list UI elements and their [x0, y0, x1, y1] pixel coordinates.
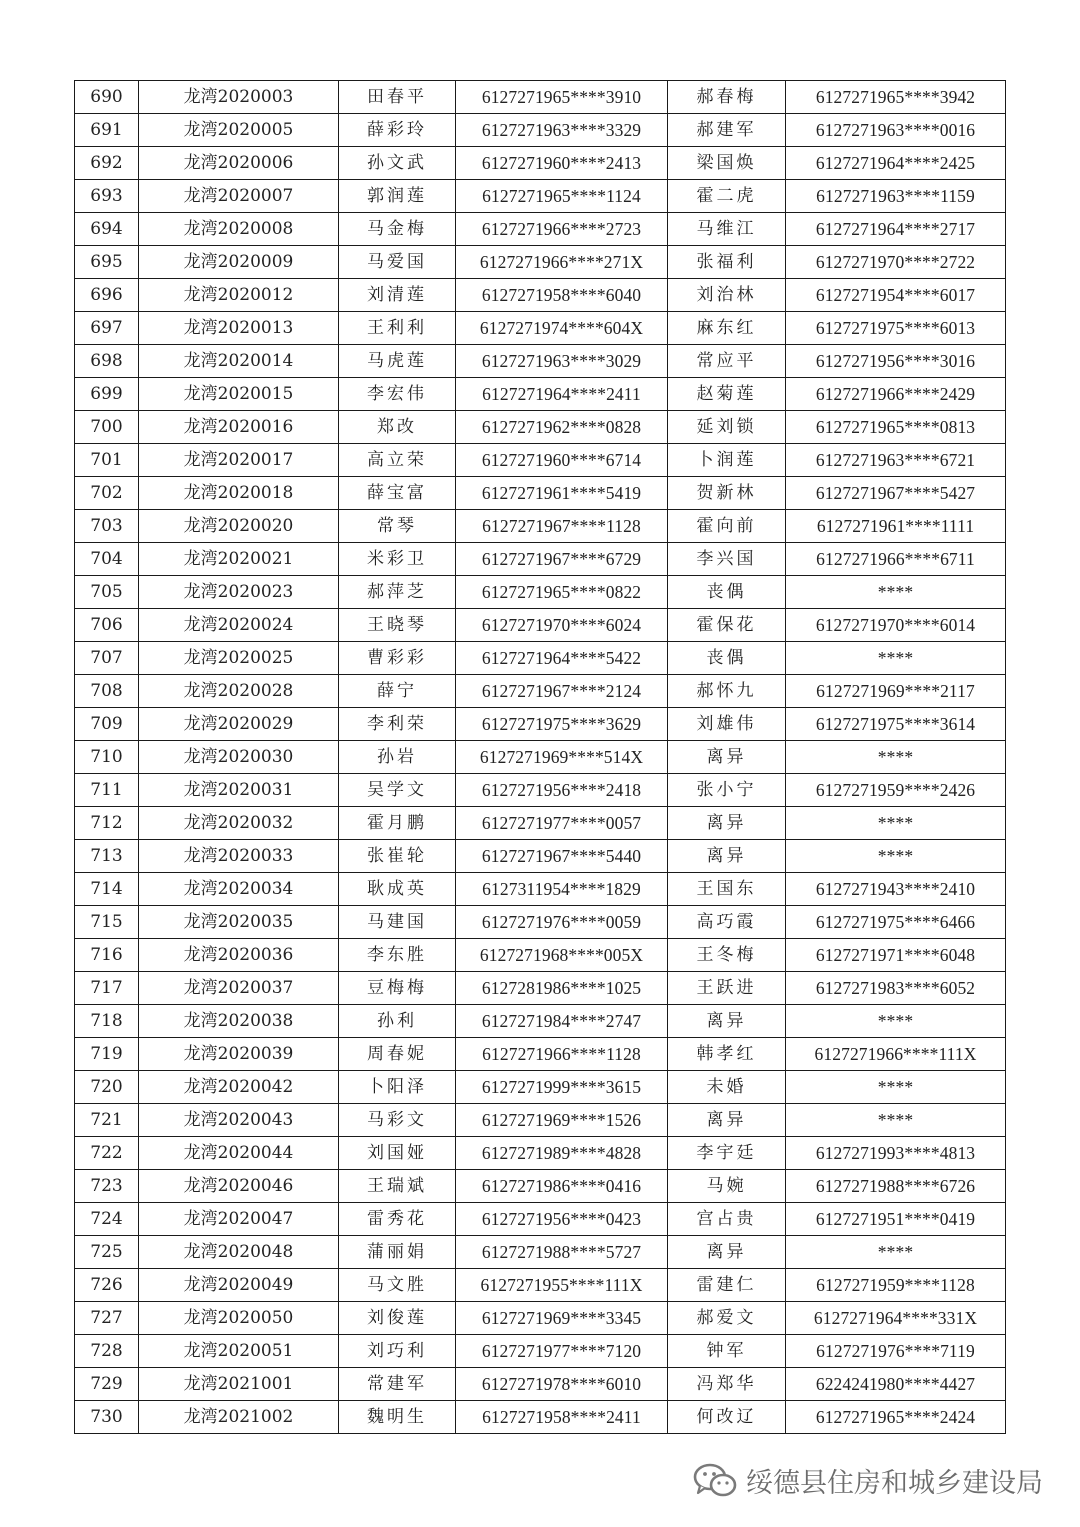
row-number-cell: 716 [75, 939, 139, 972]
record-id-cell: 龙湾2020014 [139, 345, 339, 378]
row-number-cell: 710 [75, 741, 139, 774]
applicant-name-cell: 田春平 [339, 81, 456, 114]
applicant-id-cell: 6127271961****5419 [456, 477, 668, 510]
applicant-name-cell: 王瑞斌 [339, 1170, 456, 1203]
row-number-cell: 706 [75, 609, 139, 642]
table-row [75, 411, 1006, 444]
spouse-id-cell: 6127271966****6711 [786, 543, 1006, 576]
spouse-id-cell: **** [786, 807, 1006, 840]
applicant-id-cell: 6127271984****2747 [456, 1005, 668, 1038]
applicant-id-cell: 6127271963****3329 [456, 114, 668, 147]
record-id-cell: 龙湾2020034 [139, 873, 339, 906]
spouse-name-cell: 霍保花 [668, 609, 786, 642]
spouse-name-cell: 王国东 [668, 873, 786, 906]
applicant-id-cell: 6127271977****7120 [456, 1335, 668, 1368]
spouse-name-cell: 李宇廷 [668, 1137, 786, 1170]
row-number-cell: 715 [75, 906, 139, 939]
record-id-cell: 龙湾2020049 [139, 1269, 339, 1302]
spouse-name-cell: 贺新林 [668, 477, 786, 510]
row-number-cell: 723 [75, 1170, 139, 1203]
spouse-name-cell: 郝建军 [668, 114, 786, 147]
table-row [75, 1038, 1006, 1071]
applicant-name-cell: 李东胜 [339, 939, 456, 972]
applicant-name-cell: 刘国娅 [339, 1137, 456, 1170]
spouse-id-cell: 6127271970****6014 [786, 609, 1006, 642]
row-number-cell: 701 [75, 444, 139, 477]
row-number-cell: 713 [75, 840, 139, 873]
spouse-name-cell: 马维江 [668, 213, 786, 246]
table-row [75, 675, 1006, 708]
spouse-id-cell: 6127271964****2717 [786, 213, 1006, 246]
record-id-cell: 龙湾2020005 [139, 114, 339, 147]
applicant-name-cell: 曹彩彩 [339, 642, 456, 675]
row-number-cell: 729 [75, 1368, 139, 1401]
applicant-id-cell: 6127271999****3615 [456, 1071, 668, 1104]
applicant-id-cell: 6127271966****271X [456, 246, 668, 279]
applicant-id-cell: 6127271966****2723 [456, 213, 668, 246]
spouse-id-cell: 6127271970****2722 [786, 246, 1006, 279]
table-row [75, 840, 1006, 873]
spouse-name-cell: 钟军 [668, 1335, 786, 1368]
applicant-id-cell: 6127271977****0057 [456, 807, 668, 840]
applicant-name-cell: 周春妮 [339, 1038, 456, 1071]
applicant-id-cell: 6127311954****1829 [456, 873, 668, 906]
table-row [75, 1071, 1006, 1104]
table-row [75, 1137, 1006, 1170]
table-row [75, 1302, 1006, 1335]
applicant-name-cell: 孙文武 [339, 147, 456, 180]
watermark [690, 1460, 1060, 1500]
record-id-cell: 龙湾2020025 [139, 642, 339, 675]
spouse-id-cell: **** [786, 840, 1006, 873]
record-id-cell: 龙湾2020017 [139, 444, 339, 477]
spouse-name-cell: 王跃进 [668, 972, 786, 1005]
applicant-id-cell: 6127271968****005X [456, 939, 668, 972]
table-row [75, 147, 1006, 180]
record-id-cell: 龙湾2020015 [139, 378, 339, 411]
applicant-id-cell: 6127271969****1526 [456, 1104, 668, 1137]
spouse-id-cell: **** [786, 1005, 1006, 1038]
table-row [75, 1401, 1006, 1434]
applicant-id-cell: 6127271964****5422 [456, 642, 668, 675]
spouse-name-cell: 张小宁 [668, 774, 786, 807]
applicant-name-cell: 孙利 [339, 1005, 456, 1038]
applicant-id-cell: 6127271970****6024 [456, 609, 668, 642]
row-number-cell: 695 [75, 246, 139, 279]
applicant-id-cell: 6127271956****0423 [456, 1203, 668, 1236]
spouse-id-cell: 6127271975****6013 [786, 312, 1006, 345]
spouse-id-cell: 6127271983****6052 [786, 972, 1006, 1005]
record-id-cell: 龙湾2020037 [139, 972, 339, 1005]
row-number-cell: 730 [75, 1401, 139, 1434]
applicant-name-cell: 郝萍芝 [339, 576, 456, 609]
spouse-id-cell: 6127271993****4813 [786, 1137, 1006, 1170]
applicant-id-cell: 6127271965****0822 [456, 576, 668, 609]
row-number-cell: 693 [75, 180, 139, 213]
record-id-cell: 龙湾2020031 [139, 774, 339, 807]
spouse-id-cell: 6127271943****2410 [786, 873, 1006, 906]
row-number-cell: 726 [75, 1269, 139, 1302]
applicant-name-cell: 李利荣 [339, 708, 456, 741]
applicant-name-cell: 刘清莲 [339, 279, 456, 312]
row-number-cell: 697 [75, 312, 139, 345]
applicant-id-cell: 6127271967****5440 [456, 840, 668, 873]
applicant-id-cell: 6127271958****6040 [456, 279, 668, 312]
spouse-id-cell: **** [786, 741, 1006, 774]
table-row [75, 774, 1006, 807]
applicant-id-cell: 6127271989****4828 [456, 1137, 668, 1170]
record-id-cell: 龙湾2020009 [139, 246, 339, 279]
applicant-id-cell: 6127271967****1128 [456, 510, 668, 543]
record-id-cell: 龙湾2021001 [139, 1368, 339, 1401]
spouse-id-cell: 6127271976****7119 [786, 1335, 1006, 1368]
applicant-name-cell: 王晓琴 [339, 609, 456, 642]
record-id-cell: 龙湾2020035 [139, 906, 339, 939]
spouse-name-cell: 冯郑华 [668, 1368, 786, 1401]
record-id-cell: 龙湾2020047 [139, 1203, 339, 1236]
applicant-name-cell: 马爱国 [339, 246, 456, 279]
applicant-id-cell: 6127271962****0828 [456, 411, 668, 444]
spouse-id-cell: **** [786, 1071, 1006, 1104]
table-row [75, 114, 1006, 147]
table-row [75, 576, 1006, 609]
spouse-name-cell: 王冬梅 [668, 939, 786, 972]
spouse-name-cell: 郝爱文 [668, 1302, 786, 1335]
record-id-cell: 龙湾2020020 [139, 510, 339, 543]
spouse-id-cell: 6127271966****2429 [786, 378, 1006, 411]
applicant-name-cell: 霍月鹏 [339, 807, 456, 840]
applicant-id-cell: 6127281986****1025 [456, 972, 668, 1005]
spouse-name-cell: 离异 [668, 741, 786, 774]
applicant-name-cell: 魏明生 [339, 1401, 456, 1434]
row-number-cell: 725 [75, 1236, 139, 1269]
applicant-name-cell: 薛宝富 [339, 477, 456, 510]
spouse-name-cell: 何改辽 [668, 1401, 786, 1434]
spouse-name-cell: 离异 [668, 1005, 786, 1038]
record-id-cell: 龙湾2020008 [139, 213, 339, 246]
applicant-name-cell: 常琴 [339, 510, 456, 543]
applicant-name-cell: 马金梅 [339, 213, 456, 246]
spouse-id-cell: 6127271965****3942 [786, 81, 1006, 114]
row-number-cell: 699 [75, 378, 139, 411]
spouse-name-cell: 离异 [668, 840, 786, 873]
applicant-id-cell: 6127271960****2413 [456, 147, 668, 180]
spouse-name-cell: 宫占贵 [668, 1203, 786, 1236]
spouse-id-cell: 6127271951****0419 [786, 1203, 1006, 1236]
spouse-id-cell: **** [786, 576, 1006, 609]
spouse-name-cell: 离异 [668, 1104, 786, 1137]
applicant-id-cell: 6127271969****3345 [456, 1302, 668, 1335]
spouse-id-cell: 6127271961****1111 [786, 510, 1006, 543]
row-number-cell: 722 [75, 1137, 139, 1170]
household-table-body [75, 81, 1006, 1434]
applicant-id-cell: 6127271955****111X [456, 1269, 668, 1302]
row-number-cell: 719 [75, 1038, 139, 1071]
row-number-cell: 728 [75, 1335, 139, 1368]
table-row [75, 1236, 1006, 1269]
spouse-name-cell: 高巧霞 [668, 906, 786, 939]
row-number-cell: 691 [75, 114, 139, 147]
spouse-name-cell: 郝春梅 [668, 81, 786, 114]
table-row [75, 81, 1006, 114]
applicant-id-cell: 6127271958****2411 [456, 1401, 668, 1434]
applicant-id-cell: 6127271965****1124 [456, 180, 668, 213]
record-id-cell: 龙湾2020013 [139, 312, 339, 345]
applicant-name-cell: 米彩卫 [339, 543, 456, 576]
spouse-name-cell: 雷建仁 [668, 1269, 786, 1302]
row-number-cell: 708 [75, 675, 139, 708]
spouse-id-cell: 6127271956****3016 [786, 345, 1006, 378]
applicant-name-cell: 刘巧利 [339, 1335, 456, 1368]
spouse-name-cell: 刘治林 [668, 279, 786, 312]
table-row [75, 939, 1006, 972]
spouse-name-cell: 常应平 [668, 345, 786, 378]
applicant-id-cell: 6127271986****0416 [456, 1170, 668, 1203]
record-id-cell: 龙湾2020023 [139, 576, 339, 609]
row-number-cell: 707 [75, 642, 139, 675]
spouse-name-cell: 马婉 [668, 1170, 786, 1203]
applicant-name-cell: 常建军 [339, 1368, 456, 1401]
spouse-name-cell: 郝怀九 [668, 675, 786, 708]
spouse-name-cell: 李兴国 [668, 543, 786, 576]
spouse-id-cell: 6127271963****6721 [786, 444, 1006, 477]
row-number-cell: 712 [75, 807, 139, 840]
row-number-cell: 694 [75, 213, 139, 246]
row-number-cell: 709 [75, 708, 139, 741]
table-row [75, 180, 1006, 213]
table-row [75, 312, 1006, 345]
record-id-cell: 龙湾2020016 [139, 411, 339, 444]
record-id-cell: 龙湾2020006 [139, 147, 339, 180]
spouse-id-cell: 6127271965****0813 [786, 411, 1006, 444]
record-id-cell: 龙湾2020030 [139, 741, 339, 774]
row-number-cell: 702 [75, 477, 139, 510]
spouse-id-cell: 6127271963****1159 [786, 180, 1006, 213]
table-row [75, 477, 1006, 510]
applicant-name-cell: 马建国 [339, 906, 456, 939]
table-row [75, 906, 1006, 939]
wechat-icon [690, 1460, 742, 1500]
row-number-cell: 690 [75, 81, 139, 114]
record-id-cell: 龙湾2020036 [139, 939, 339, 972]
applicant-id-cell: 6127271976****0059 [456, 906, 668, 939]
applicant-name-cell: 马文胜 [339, 1269, 456, 1302]
row-number-cell: 727 [75, 1302, 139, 1335]
applicant-name-cell: 雷秀花 [339, 1203, 456, 1236]
applicant-id-cell: 6127271967****2124 [456, 675, 668, 708]
applicant-id-cell: 6127271960****6714 [456, 444, 668, 477]
table-row [75, 807, 1006, 840]
record-id-cell: 龙湾2020029 [139, 708, 339, 741]
record-id-cell: 龙湾2020050 [139, 1302, 339, 1335]
applicant-id-cell: 6127271975****3629 [456, 708, 668, 741]
applicant-name-cell: 孙岩 [339, 741, 456, 774]
spouse-name-cell: 韩孝红 [668, 1038, 786, 1071]
record-id-cell: 龙湾2020039 [139, 1038, 339, 1071]
table-row [75, 279, 1006, 312]
applicant-id-cell: 6127271966****1128 [456, 1038, 668, 1071]
spouse-name-cell: 麻东红 [668, 312, 786, 345]
spouse-name-cell: 离异 [668, 807, 786, 840]
spouse-id-cell: **** [786, 1104, 1006, 1137]
row-number-cell: 692 [75, 147, 139, 180]
record-id-cell: 龙湾2021002 [139, 1401, 339, 1434]
applicant-id-cell: 6127271965****3910 [456, 81, 668, 114]
applicant-id-cell: 6127271969****514X [456, 741, 668, 774]
spouse-id-cell: 6127271965****2424 [786, 1401, 1006, 1434]
row-number-cell: 705 [75, 576, 139, 609]
applicant-name-cell: 王利利 [339, 312, 456, 345]
table-row [75, 1104, 1006, 1137]
table-row [75, 642, 1006, 675]
applicant-name-cell: 吴学文 [339, 774, 456, 807]
applicant-id-cell: 6127271963****3029 [456, 345, 668, 378]
record-id-cell: 龙湾2020048 [139, 1236, 339, 1269]
household-table [74, 80, 1006, 1434]
row-number-cell: 718 [75, 1005, 139, 1038]
watermark-text: 绥德县住房和城乡建设局 [746, 1467, 1043, 1499]
spouse-id-cell: 6127271954****6017 [786, 279, 1006, 312]
applicant-name-cell: 薛宁 [339, 675, 456, 708]
record-id-cell: 龙湾2020043 [139, 1104, 339, 1137]
record-id-cell: 龙湾2020012 [139, 279, 339, 312]
spouse-id-cell: 6127271959****2426 [786, 774, 1006, 807]
spouse-name-cell: 离异 [668, 1236, 786, 1269]
table-row [75, 1335, 1006, 1368]
applicant-id-cell: 6127271956****2418 [456, 774, 668, 807]
applicant-id-cell: 6127271967****6729 [456, 543, 668, 576]
spouse-name-cell: 延刘锁 [668, 411, 786, 444]
row-number-cell: 724 [75, 1203, 139, 1236]
table-row [75, 1269, 1006, 1302]
row-number-cell: 704 [75, 543, 139, 576]
row-number-cell: 717 [75, 972, 139, 1005]
table-row [75, 543, 1006, 576]
spouse-id-cell: **** [786, 642, 1006, 675]
record-id-cell: 龙湾2020007 [139, 180, 339, 213]
table-row [75, 213, 1006, 246]
table-row [75, 510, 1006, 543]
table-row [75, 345, 1006, 378]
row-number-cell: 696 [75, 279, 139, 312]
spouse-id-cell: 6127271964****2425 [786, 147, 1006, 180]
record-id-cell: 龙湾2020018 [139, 477, 339, 510]
table-row [75, 1170, 1006, 1203]
applicant-name-cell: 蒲丽娟 [339, 1236, 456, 1269]
table-row [75, 609, 1006, 642]
spouse-name-cell: 未婚 [668, 1071, 786, 1104]
table-row [75, 1368, 1006, 1401]
row-number-cell: 711 [75, 774, 139, 807]
spouse-name-cell: 刘雄伟 [668, 708, 786, 741]
table-row [75, 1203, 1006, 1236]
spouse-id-cell: 6127271969****2117 [786, 675, 1006, 708]
applicant-name-cell: 豆梅梅 [339, 972, 456, 1005]
applicant-id-cell: 6127271988****5727 [456, 1236, 668, 1269]
record-id-cell: 龙湾2020051 [139, 1335, 339, 1368]
applicant-name-cell: 郭润莲 [339, 180, 456, 213]
record-id-cell: 龙湾2020021 [139, 543, 339, 576]
row-number-cell: 714 [75, 873, 139, 906]
spouse-name-cell: 霍二虎 [668, 180, 786, 213]
applicant-id-cell: 6127271974****604X [456, 312, 668, 345]
spouse-id-cell: 6127271959****1128 [786, 1269, 1006, 1302]
table-row [75, 1005, 1006, 1038]
spouse-id-cell: 6127271988****6726 [786, 1170, 1006, 1203]
row-number-cell: 720 [75, 1071, 139, 1104]
table-row [75, 708, 1006, 741]
record-id-cell: 龙湾2020042 [139, 1071, 339, 1104]
applicant-name-cell: 李宏伟 [339, 378, 456, 411]
spouse-name-cell: 梁国焕 [668, 147, 786, 180]
row-number-cell: 703 [75, 510, 139, 543]
spouse-name-cell: 张福利 [668, 246, 786, 279]
record-id-cell: 龙湾2020003 [139, 81, 339, 114]
applicant-name-cell: 薛彩玲 [339, 114, 456, 147]
record-id-cell: 龙湾2020028 [139, 675, 339, 708]
spouse-name-cell: 卜润莲 [668, 444, 786, 477]
applicant-name-cell: 张崔轮 [339, 840, 456, 873]
spouse-id-cell: 6127271971****6048 [786, 939, 1006, 972]
spouse-id-cell: 6224241980****4427 [786, 1368, 1006, 1401]
table-row [75, 378, 1006, 411]
table-row [75, 972, 1006, 1005]
applicant-name-cell: 耿成英 [339, 873, 456, 906]
spouse-name-cell: 丧偶 [668, 642, 786, 675]
applicant-name-cell: 马虎莲 [339, 345, 456, 378]
applicant-name-cell: 卜阳泽 [339, 1071, 456, 1104]
applicant-name-cell: 马彩文 [339, 1104, 456, 1137]
record-id-cell: 龙湾2020038 [139, 1005, 339, 1038]
spouse-name-cell: 丧偶 [668, 576, 786, 609]
spouse-id-cell: 6127271975****3614 [786, 708, 1006, 741]
table-row [75, 873, 1006, 906]
table-row [75, 741, 1006, 774]
row-number-cell: 700 [75, 411, 139, 444]
table-row [75, 444, 1006, 477]
row-number-cell: 721 [75, 1104, 139, 1137]
row-number-cell: 698 [75, 345, 139, 378]
spouse-id-cell: 6127271966****111X [786, 1038, 1006, 1071]
spouse-id-cell: 6127271967****5427 [786, 477, 1006, 510]
record-id-cell: 龙湾2020032 [139, 807, 339, 840]
record-id-cell: 龙湾2020044 [139, 1137, 339, 1170]
record-id-cell: 龙湾2020046 [139, 1170, 339, 1203]
applicant-name-cell: 刘俊莲 [339, 1302, 456, 1335]
spouse-id-cell: **** [786, 1236, 1006, 1269]
spouse-name-cell: 霍向前 [668, 510, 786, 543]
spouse-name-cell: 赵菊莲 [668, 378, 786, 411]
record-id-cell: 龙湾2020033 [139, 840, 339, 873]
applicant-name-cell: 郑改 [339, 411, 456, 444]
table-row [75, 246, 1006, 279]
spouse-id-cell: 6127271963****0016 [786, 114, 1006, 147]
spouse-id-cell: 6127271964****331X [786, 1302, 1006, 1335]
applicant-id-cell: 6127271964****2411 [456, 378, 668, 411]
applicant-id-cell: 6127271978****6010 [456, 1368, 668, 1401]
spouse-id-cell: 6127271975****6466 [786, 906, 1006, 939]
applicant-name-cell: 高立荣 [339, 444, 456, 477]
record-id-cell: 龙湾2020024 [139, 609, 339, 642]
